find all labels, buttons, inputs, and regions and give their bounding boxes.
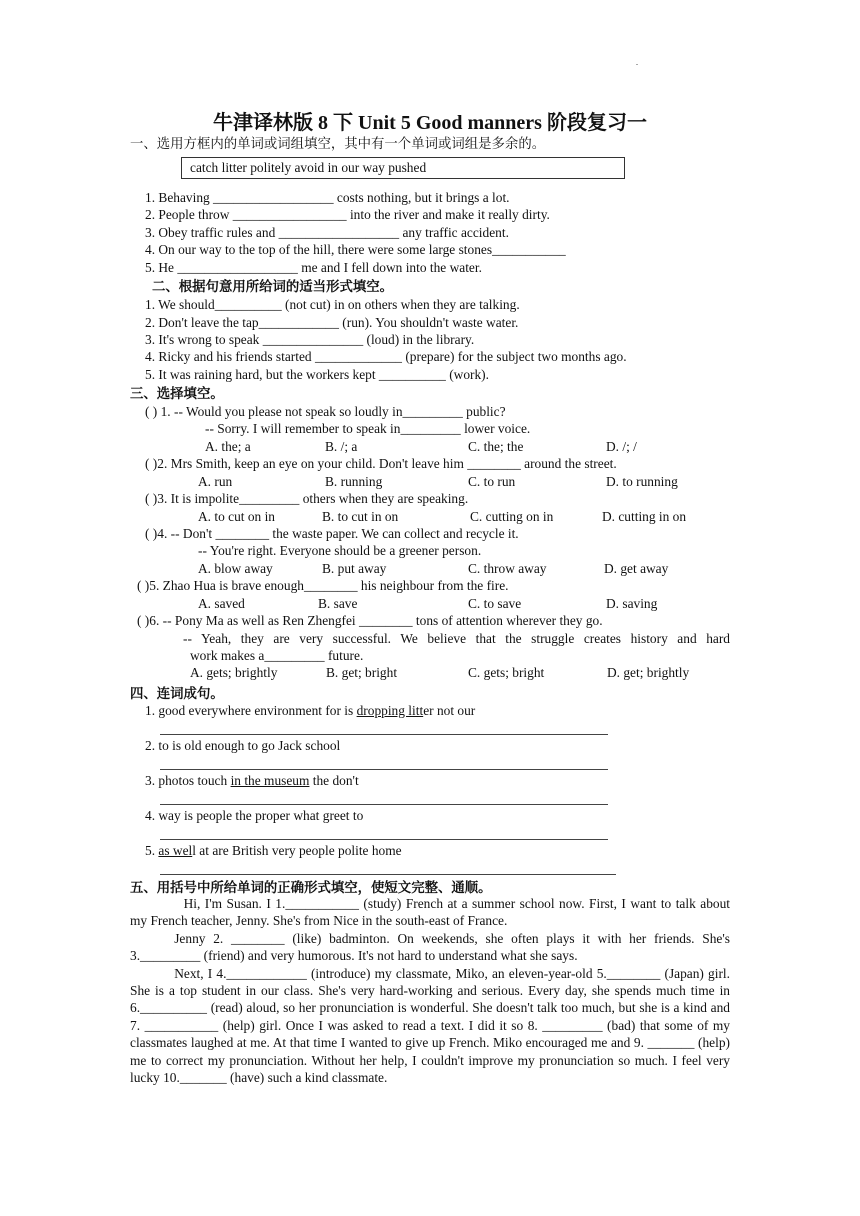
answer-line-5 [160, 874, 616, 875]
q2-stem: ( )2. Mrs Smith, keep an eye on your child. Don't leave him ________ around the street. [145, 456, 617, 471]
q2-option-a: A. run [198, 474, 233, 489]
s4-sentence-3 [145, 772, 359, 789]
s1-item-5: 5. He __________________ me and I fell down into the water. [145, 260, 482, 275]
q6-option-c: C. gets; bright [468, 665, 545, 680]
answer-line-2 [160, 769, 608, 770]
passage [130, 895, 730, 1086]
s2-item-1: 1. We should__________ (not cut) in on others when they are talking. [145, 297, 520, 312]
s4-underlined-5: as wel [158, 843, 193, 858]
s4-words-1b: er not our [423, 703, 476, 718]
q5-option-c: C. to save [468, 596, 522, 611]
word-box-words: catch litter politely avoid in our way pushed [190, 160, 427, 175]
q1-option-c: C. the; the [468, 439, 524, 454]
s4-words-3a: 3. photos touch [145, 773, 231, 788]
q2-option-c: C. to run [468, 474, 516, 489]
q4-option-b: B. put away [322, 561, 387, 576]
passage-paragraph-2: Jenny 2. ________ (like) badminton. On weekends, she often plays it with her friends. She's 3._________ (friend) and very humorous. It's not hard to understand what she says. [130, 930, 730, 964]
q5-option-a: A. saved [198, 596, 245, 611]
s2-item-5: 5. It was raining hard, but the workers kept __________ (work). [145, 367, 489, 382]
q5-option-d: D. saving [606, 596, 658, 611]
q3-option-c: C. cutting on in [470, 509, 554, 524]
q5-option-b: B. save [318, 596, 358, 611]
q1-option-a: A. the; a [205, 439, 251, 454]
section3-heading: 三、选择填空。 [130, 386, 224, 401]
q4-option-a: A. blow away [198, 561, 273, 576]
page-title: 牛津译林版 8 下 Unit 5 Good manners 阶段复习一 [213, 112, 647, 134]
s4-words-5b: l at are British very people polite home [192, 843, 402, 858]
q1-reply: -- Sorry. I will remember to speak in_________ lower voice. [205, 421, 531, 436]
q6-option-d: D. get; brightly [607, 665, 690, 680]
s1-item-1: 1. Behaving __________________ costs nothing, but it brings a lot. [145, 190, 510, 205]
q2-option-b: B. running [325, 474, 383, 489]
q1-stem: ( ) 1. -- Would you please not speak so loudly in_________ public? [145, 404, 506, 419]
passage-paragraph-3: Next, I 4.____________ (introduce) my classmate, Miko, an eleven-year-old 5.________ (Japan) girl. She is a top student in our class. She's very hard-working and serious. Every day, she spends much time in 6.__________ (read) aloud, so her pronunciation is wonderful. She doesn't talk too much, but she is a kind and 7. ___________ (help) girl. Once I was asked to read a text. I did it so 8. _________ (bad) that some of my classmates laughed at me. At that time I wanted to give up French. Miko encouraged me and 9. _______ (help) me to correct my pronunciation. Without her help, I couldn't improve my pronunciation so much. I feel very lucky 10._______ (have) such a kind classmate. [130, 965, 730, 1086]
q5-stem: ( )5. Zhao Hua is brave enough________ his neighbour from the fire. [137, 578, 509, 593]
s4-words-5a: 5. [145, 843, 159, 858]
s4-underlined-3: in the museum [230, 773, 310, 788]
corner-dot: . [636, 58, 638, 67]
answer-line-3 [160, 804, 608, 805]
q6-option-b: B. get; bright [326, 665, 398, 680]
section1-heading: 一、选用方框内的单词或词组填空，其中有一个单词或词组是多余的。 [130, 136, 546, 151]
q3-stem: ( )3. It is impolite_________ others when they are speaking. [145, 491, 469, 506]
answer-line-1 [160, 734, 608, 735]
q4-option-d: D. get away [604, 561, 669, 576]
s4-sentence-2: 2. to is old enough to go Jack school [145, 738, 341, 753]
q2-option-d: D. to running [606, 474, 678, 489]
q4-option-c: C. throw away [468, 561, 547, 576]
s1-item-3: 3. Obey traffic rules and __________________ any traffic accident. [145, 225, 509, 240]
section2-heading: 二、根据句意用所给词的适当形式填空。 [152, 279, 394, 294]
q3-option-a: A. to cut on in [198, 509, 275, 524]
s2-item-3: 3. It's wrong to speak _______________ (loud) in the library. [145, 332, 475, 347]
q6-reply-cont: work makes a_________ future. [190, 648, 364, 663]
q6-reply: -- Yeah, they are very successful. We believe that the struggle creates history and hard [183, 631, 730, 646]
q4-reply: -- You're right. Everyone should be a greener person. [198, 543, 482, 558]
q4-stem: ( )4. -- Don't ________ the waste paper. We can collect and recycle it. [145, 526, 519, 541]
s2-item-4: 4. Ricky and his friends started _____________ (prepare) for the subject two months ago. [145, 349, 627, 364]
s4-sentence-4: 4. way is people the proper what greet to [145, 808, 364, 823]
s4-sentence-1 [145, 702, 475, 719]
s4-words-1a: 1. good everywhere environment for is [145, 703, 357, 718]
q6-stem: ( )6. -- Pony Ma as well as Ren Zhengfei ________ tons of attention wherever they go. [137, 613, 603, 628]
s2-item-2: 2. Don't leave the tap____________ (run). You shouldn't waste water. [145, 315, 519, 330]
q1-option-b: B. /; a [325, 439, 358, 454]
q1-option-d: D. /; / [606, 439, 637, 454]
answer-line-4 [160, 839, 608, 840]
q3-option-d: D. cutting in on [602, 509, 687, 524]
section4-heading: 四、连词成句。 [130, 686, 224, 701]
section5-heading: 五、用括号中所给单词的正确形式填空，使短文完整、通顺。 [130, 880, 492, 895]
s4-underlined-1: dropping litt [356, 703, 424, 718]
q3-option-b: B. to cut in on [322, 509, 399, 524]
s4-words-3b: the don't [309, 773, 359, 788]
s4-sentence-5 [145, 842, 402, 859]
q6-option-a: A. gets; brightly [190, 665, 278, 680]
s1-item-2: 2. People throw _________________ into the river and make it really dirty. [145, 207, 550, 222]
passage-paragraph-1: Hi, I'm Susan. I 1.___________ (study) French at a summer school now. First, I want to talk about my French teacher, Jenny. She's from Nice in the south-east of France. [130, 896, 730, 929]
s1-item-4: 4. On our way to the top of the hill, there were some large stones___________ [145, 242, 566, 257]
